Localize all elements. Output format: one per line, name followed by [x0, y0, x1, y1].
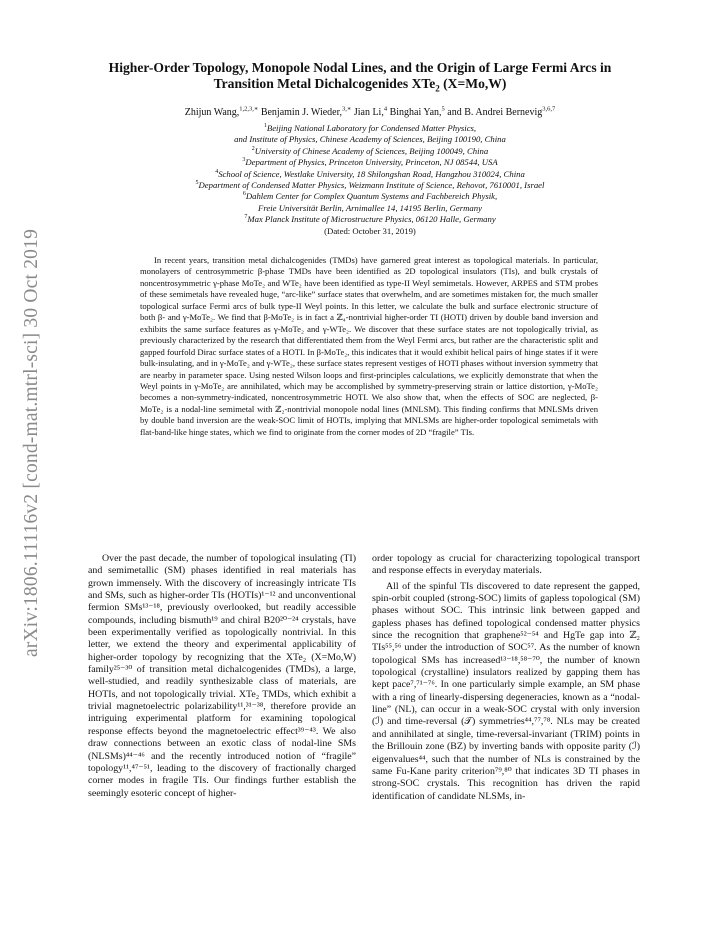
- abstract: In recent years, transition metal dichalcogenides (TMDs) have garnered great interest as topological materials. In particular, monolayers of centrosymmetric β-phase TMDs have been identified as 2D topological insulators (TIs), and bulk crystals of noncentrosymmetric γ-phase MoTe₂ and WTe₂ have been identified as type-II Weyl semimetals. However, ARPES and STM probes of these semimetals have revealed huge, “arc-like” surface states that overwhelm, and are sometimes mistaken for, the much smaller topological surface Fermi arcs of bulk type-II Weyl points. In this letter, we calculate the bulk and surface electronic structure of both β- and γ-MoTe₂. We find that β-MoTe₂ is in fact a ℤ₄-nontrivial higher-order TI (HOTI) driven by double band inversion and exhibits the same surface features as γ-MoTe₂ and γ-WTe₂. We discover that these surface states are not topologically trivial, as previously characterized by the research that differentiated them from the Weyl Fermi arcs, but rather are the characteristic split and gapped fourfold Dirac surface states of a HOTI. In β-MoTe₂, this indicates that it would exhibit helical pairs of hinge states if it were bulk-insulating, and in γ-MoTe₂ and γ-WTe₂, these surface states represent vestiges of HOTI phases without inversion symmetry that are nearby in parameter space. Using nested Wilson loops and first-principles calculations, we explicitly demonstrate that when the Weyl points in γ-MoTe₂ are annihilated, which may be accomplished by symmetry-preserving strain or lattice distortion, γ-MoTe₂ becomes a non-symmetry-indicated, noncentrosymmetric HOTI. We also show that, when the effects of SOC are neglected, β-MoTe₂ is a nodal-line semimetal with ℤ₂-nontrivial monopole nodal lines (MNLSM). This finding confirms that MNLSMs driven by double band inversion are the weak-SOC limit of HOTIs, implying that MNLSMs are higher-order topological semimetals with flat-band-like hinge states, which we find to originate from the corner modes of 2D “fragile” TIs.: [140, 255, 598, 437]
- author-name: Binghai Yan,: [387, 107, 442, 118]
- affiliation-text: Department of Condensed Matter Physics, Weizmann Institute of Science, Rehovot, 7610001, Israel: [198, 180, 545, 191]
- affiliation-marker: 6: [242, 191, 246, 198]
- title-line-2-prefix: Transition Metal Dichalcogenides XTe: [213, 76, 436, 91]
- body-column-left: [88, 553, 356, 800]
- author-name: Zhijun Wang,: [184, 107, 240, 118]
- affiliation-line: [90, 180, 650, 191]
- affiliation-marker: 1: [263, 123, 267, 130]
- title-subscript: 2: [435, 83, 440, 94]
- affiliation-text: Max Planck Institute of Microstructure Physics, 06120 Halle, Germany: [247, 214, 496, 225]
- affiliation-line: [90, 203, 650, 214]
- author-name: Jian Li,: [351, 107, 384, 118]
- affiliation-text: Freie Universität Berlin, Arnimallee 14, 14195 Berlin, Germany: [258, 202, 482, 213]
- author-name: Benjamin J. Wieder,: [258, 107, 343, 118]
- author-affiliation-marker: 4: [383, 105, 388, 113]
- affiliation-line: [90, 146, 650, 157]
- dated-line: (Dated: October 31, 2019): [324, 225, 416, 236]
- author-list: [60, 107, 680, 119]
- author-affiliation-marker: 1,2,3,∗: [239, 105, 259, 113]
- author-name: and B. Andrei Bernevig: [444, 107, 543, 118]
- author-affiliation-marker: 3,6,7: [542, 105, 556, 113]
- affiliation-line: [90, 191, 650, 202]
- body-paragraph: All of the spinful TIs discovered to date represent the gapped, spin-orbit coupled (strong-SOC) limits of gapless topological (SM) phases without SOC. This intrinsic link between gapped and gapless phases has defined topological condensed matter physics since the recognition that graphene⁵²⁻⁵⁴ and HgTe gap into ℤ₂ TIs⁵⁵,⁵⁶ under the introduction of SOC⁵⁷. As the number of known topological SMs has increased¹³⁻¹⁸,⁵⁸⁻⁷⁰, the number of known topological (crystalline) insulators realized by gapping them has kept pace⁷,⁷¹⁻⁷⁶. In one particularly simple example, an SM phase with a ring of linearly-dispersing degeneracies, known as a “nodal-line” (NL), can occur in a weak-SOC crystal with only inversion (ℐ) and time-reversal (𝒯) symmetries⁴⁴,⁷⁷,⁷⁸. NLs may be created and annihilated at single, time-reversal-invariant (TRIM) points in the Brillouin zone (BZ) by inverting bands with opposite parity (ℐ) eigenvalues⁴⁴, such that the number of NLs is constrained by the same Fu-Kane parity criterion⁷⁹,⁸⁰ that indicates 3D TI phases in strong-SOC crystals. This recognition has driven the rapid identification of candidate NLSMs, in-: [372, 580, 640, 802]
- affiliation-text: School of Science, Westlake University, 18 Shilongshan Road, Hangzhou 310024, China: [218, 168, 525, 179]
- affiliation-line: [90, 157, 650, 168]
- affiliation-line: [90, 123, 650, 134]
- affiliation-marker: 5: [195, 180, 199, 187]
- title-line-2-suffix: (X=Mo,W): [439, 76, 507, 91]
- arxiv-identifier: arXiv:1806.11116v2 [cond-mat.mtrl-sci] 30 Oct 2019: [21, 228, 42, 658]
- author-affiliation-marker: 3,∗: [342, 105, 352, 113]
- body-paragraph: order topology as crucial for characterizing topological transport and response effects in everyday materials.: [372, 553, 640, 577]
- affiliation-line: [90, 169, 650, 180]
- body-column-right: [372, 553, 640, 803]
- affiliation-marker: 4: [215, 168, 219, 175]
- author-affiliation-marker: 5: [441, 105, 445, 113]
- paper-title: [40, 60, 680, 97]
- affiliation-line: [90, 214, 650, 225]
- affiliation-marker: 7: [244, 214, 248, 221]
- affiliation-marker: 3: [242, 157, 246, 164]
- affiliation-text: University of Chinese Academy of Sciences, Beijing 100049, China: [254, 145, 489, 156]
- affiliation-text: and Institute of Physics, Chinese Academy of Sciences, Beijing 100190, China: [234, 134, 506, 145]
- body-paragraph: Over the past decade, the number of topological insulating (TI) and semimetallic (SM) phases identified in real materials has grown immensely. With the discovery of increasingly intricate TIs and SMs, such as higher-order TIs (HOTIs)¹⁻¹² and unconventional fermion SMs¹³⁻¹⁸, previously overlooked, but readily accessible compounds, including bismuth¹⁹ and chiral B20²⁰⁻²⁴ crystals, have been experimentally verified as topologically nontrivial. In this letter, we extend the theory and experimental applicability of higher-order topology by recognizing that the XTe₂ (X=Mo,W) family²⁵⁻³⁰ of transition metal dichalcogenides (TMDs), a large, well-studied, and readily synthesizable class of materials, are HOTIs, and not topologically trivial. XTe₂ TMDs, which exhibit a trivial magnetoelectric polarizability¹¹,³¹⁻³⁸, therefore provide an intriguing experimental platform for examining topological response effects beyond the magnetoelectric effect³⁹⁻⁴³. We also draw connections between an exotic class of nodal-line SMs (NLSMs)⁴⁴⁻⁴⁶ and the recently introduced notion of “fragile” topology¹¹,⁴⁷⁻⁵¹, leading to the discovery of fractionally charged corner modes in fragile TIs. Our findings further establish the seemingly esoteric concept of higher-: [88, 553, 356, 799]
- arxiv-identifier-stamp: [18, 208, 46, 678]
- affiliation-line: [90, 134, 650, 145]
- affiliation-text: Dahlem Center for Complex Quantum Systems and Fachbereich Physik,: [245, 191, 498, 202]
- title-line-1: Higher-Order Topology, Monopole Nodal Lines, and the Origin of Large Fermi Arcs in: [108, 60, 612, 75]
- affiliation-list: [90, 123, 650, 237]
- affiliation-marker: 2: [251, 145, 255, 152]
- affiliation-text: Department of Physics, Princeton University, Princeton, NJ 08544, USA: [245, 157, 498, 168]
- affiliation-text: Beijing National Laboratory for Condensed Matter Physics,: [266, 123, 477, 133]
